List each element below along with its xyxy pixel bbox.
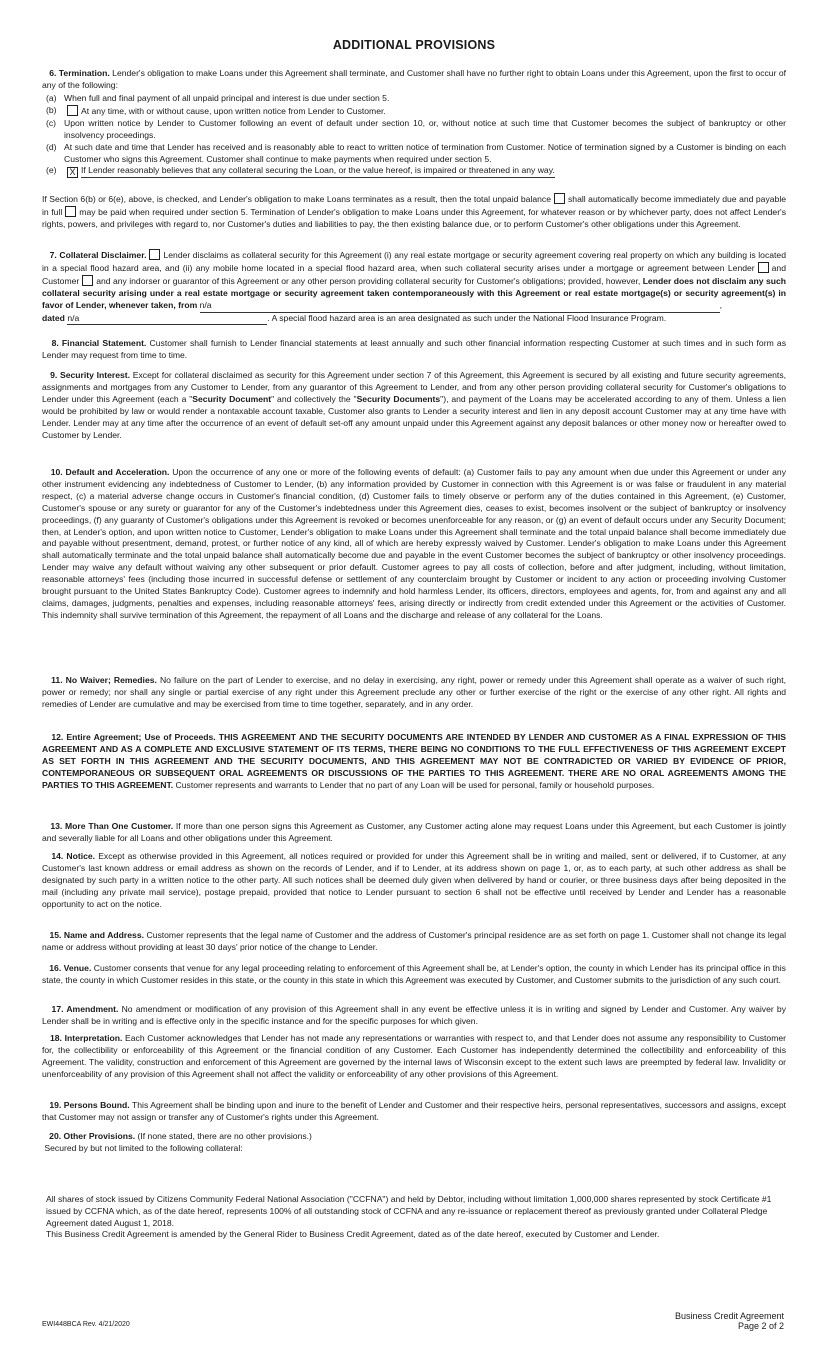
section-9: 9. Security Interest. Except for collateral disclaimed as security for this Agreement under section 7 of this Agreement, this Agreement is secured by all existing and future security agreements, assignments and mortgages from any Customer to Lender, from any guarantor of this Agreement to Lender, and from any other person providing collateral security for Customer's obligations to Lender under this Agreement (each a "Security Document" and collectively the "Security Documents"), and payment of the Loans may be accelerated according to any of them. Unless a lien would be prohibited by law or would render a nontaxable account taxable, Customer also grants to Lender a security interest and lien in any deposit account Customer may at any time have with Lender. Lender may at any time after the occurrence of an event of default set-off any amount unpaid under this Agreement against any deposit balances or other money now or hereafter owed to Customer by Lender. [42,370,787,440]
list-item: (a) When full and final payment of all unpaid principal and interest is due under section 5. [46,93,390,103]
section-6-heading: 6. Termination. [49,68,110,78]
section-8: 8. Financial Statement. Customer shall furnish to Lender financial statements at least annually and such other financial information respecting Customer at such times and in such form as Lender may request from time to time. [42,338,786,360]
collateral-disclaimer-checkbox[interactable] [149,249,160,260]
section-11: 11. No Waiver; Remedies. No failure on the part of Lender to exercise, and no delay in exercising, any right, power or remedy under this Agreement shall operate as a waiver of such right, power or remedy; nor shall any single or partial exercise of any right under this Agreement preclude any other or further exercise of the right or the exercise of any other right. All rights and remedies of Lender are cumulative and may be exercised from time to time together, separately, and in any order. [42,675,786,709]
section-15: 15. Name and Address. Customer represents that the legal name of Customer and the address of Customer's principal residence are as set forth on page 1. Customer shall not change its legal name or address without providing at least 30 days' prior notice of the change to Lender. [42,930,787,952]
section-16: 16. Venue. Customer consents that venue for any legal proceeding relating to enforcement of this Agreement shall be, at Lender's option, the county in which Lender has its principal office in this state, the county in which Customer resides in this state, or the county in this state in which this Agreement was executed by Customer, and Customer submits to the jurisdiction of any such court. [42,963,786,985]
list-item: (b) At any time, with or without cause, upon written notice from Lender to Customer. [46,104,386,116]
list-item: (d) At such date and time that Lender has received and is reasonably able to react to written notice of termination from Customer. Notice of termination signed by a Customer is binding on each Customer who signs this Agreement. Customer shall continue to make payments when required under section 5. [46,141,786,164]
section-18: 18. Interpretation. Each Customer acknowledges that Lender has not made any representations or warranties with respect to, and that Lender does not assume any responsibility to Customer for, the collectibility or enforceability of this Agreement or the financial condition of any Customer. Each Customer has independently determined the collectibility and enforceability of this Agreement. The validity, construction and enforcement of this Agreement are governed by the internal laws of Wisconsin except to the extent such laws are preempted by federal law. Invalidity or unenforceability of any provision of this Agreement shall not affect the validity or enforceability of any other provisions of this Agreement. [42,1033,787,1079]
page-title: ADDITIONAL PROVISIONS [332,38,496,52]
list-item: (c) Upon written notice by Lender to Customer following an event of default under section 10, or, without notice at such time that Customer becomes the subject of bankruptcy or other insolvency proceedings. [46,117,786,140]
dated-field[interactable]: n/a [67,313,267,326]
section-12: 12. Entire Agreement; Use of Proceeds. THIS AGREEMENT AND THE SECURITY DOCUMENTS ARE INTENDED BY LENDER AND CUSTOMER AS A FINAL EXPRESSION OF THIS AGREEMENT AND AS A COMPLETE AND EXCLUSIVE STATEMENT OF ITS TERMS, THERE BEING NO CONDITIONS TO THE FULL EFFECTIVENESS OF THIS AGREEMENT EXCEPT AS SET FORTH IN THIS AGREEMENT AND THE SECURITY DOCUMENTS, AND THIS AGREEMENT MAY NOT BE CONTRADICTED OR VARIED BY EVIDENCE OF PRIOR, CONTEMPORANEOUS OR SUBSEQUENT ORAL AGREEMENTS OR DISCUSSIONS OF THE PARTIES TO THIS AGREEMENT. THERE ARE NO ORAL AGREEMENTS AMONG THE PARTIES TO THIS AGREEMENT. Customer represents and warrants to Lender that no part of any Loan will be used for personal, family or household purposes. [42,732,786,790]
section-6-list [42,93,786,178]
from-field[interactable]: n/a [200,300,720,313]
termination-b-checkbox[interactable] [67,105,78,116]
section-20: 20. Other Provisions. (If none stated, there are no other provisions.) Secured by but not limited to the following collateral: [44,1131,312,1153]
rider-statement: This Business Credit Agreement is amended by the General Rider to Business Credit Agreement, dated as of the date hereof, executed by Customer and Lender. [46,1229,660,1239]
document-name: Business Credit Agreement [674,1311,784,1321]
section-19: 19. Persons Bound. This Agreement shall be binding upon and inure to the benefit of Lender and Customer and their respective heirs, personal representatives, successors and assigns, except that Customer may not assign or transfer any of Customer's rights under this Agreement. [42,1100,786,1122]
section-17: 17. Amendment. No amendment or modification of any provision of this Agreement shall in any event be effective unless it is in writing and signed by Lender and Customer. Any waiver by Lender shall be in writing and is effective only in the specific instance and for the specific purposes for which given. [42,1004,786,1026]
section-13: 13. More Than One Customer. If more than one person signs this Agreement as Customer, any Customer acting alone may request Loans under this Agreement, but each Customer is jointly and severally liable for all Loans and other obligations under this Agreement. [42,821,786,843]
section-10: 10. Default and Acceleration. Upon the occurrence of any one or more of the following events of default: (a) Customer fails to pay any amount when due under this Agreement or under any other instrument evidencing any indebtedness of Customer to Lender, (b) any information provided by Customer in connection with this Agreement is or was false or fraudulent in any material respect, (c) a material adverse change occurs in Customer's financial condition, (d) Customer fails to timely observe or perform any of the duties contained in this Agreement, (e) Customer, Customer's spouse or any surety or guarantor for any of the Customer's indebtedness under this Agreement dies, ceases to exist, becomes insolvent or the subject of bankruptcy or insolvency proceedings, (f) any guaranty of Customer's obligations under this Agreement is revoked or becomes unenforceable for any reason, or (g) an event of default occurs under any Security Document; then, at Lender's option, and upon written notice to Customer, Lender's obligation to make Loans under this Agreement shall terminate and the total unpaid balance shall become immediately due and payable without presentment, demand, protest, or further notice of any kind, all of which are hereby expressly waived by Customer. Lender's obligation to make Loans under this Agreement shall automatically terminate and the total unpaid balance shall automatically become due and payable in the event Customer becomes the subject of bankruptcy or other insolvency proceedings. Lender may waive any default without waiving any other subsequent or prior default. Customer agrees to pay all costs of collection, before and after judgment, including, without limitation, reasonable attorneys' fees (including those incurred in successful defense or settlement of any counterclaim brought by Customer or incident to any action or proceeding involving Customer brought pursuant to the United States Bankruptcy Code). Customer agrees to indemnify and hold harmless Lender, its officers, directors, employees and agents, for, from and against any and all claims, damages, judgments, penalties and expenses, including reasonable attorneys' fees, arising directly or indirectly from credit extended under this Agreement or the activities of Customer. This indemnity shall survive termination of this Agreement, the repayment of all Loans and the discharge and release of any collateral for the Loans. [42,467,786,620]
customer-checkbox[interactable] [82,275,93,286]
section-7: 7. Collateral Disclaimer. Lender disclaims as collateral security for this Agreement (i) any real estate mortgage or security agreement covering real property on which any building is located in a special flood hazard area, and (ii) any mobile home located in a special flood hazard area, when such collateral security arises under a mortgage or agreement between Lender and Customer and any indorser or guarantor of this Agreement or any other person providing collateral security for Customer's obligations; provided, however, Lender does not disclaim any such collateral security arising under a real estate mortgage or security agreement taken contemporaneously with this Agreement or real estate mortgage(s) or security agreement(s) in favor of Lender, whenever taken, from n/a , dated n/a . A special flood hazard area is an area designated as such under the National Flood Insurance Program. [42,249,786,325]
termination-e-checkbox[interactable]: X [67,167,78,178]
section-6-after: If Section 6(b) or 6(e), above, is checked, and Lender's obligation to make Loans terminates as a result, then the total unpaid balance shall automatically become immediately due and payable in full may be paid when required under section 5. Termination of Lender's obligation to make Loans under this Agreement, for whatever reason or by whichever party, does not affect Lender's rights, powers, and privileges with regard to, nor Customer's duties and liabilities to pay, the then existing balance due, or to perform Customer's other obligations under this Agreement. [42,194,787,229]
paid-when-required-checkbox[interactable] [65,206,76,217]
section-6-intro: 6. Termination. Lender's obligation to make Loans under this Agreement shall terminate, and Customer shall have no further right to obtain Loans under this Agreement, upon the first to occur of any of the following: [42,68,787,90]
footer-right [675,1311,784,1331]
form-number: EWI448BCA Rev. 4/21/2020 [42,1321,130,1328]
collateral-description: All shares of stock issued by Citizens Community Federal National Association ("CCFNA") and held by Debtor, including without limitation 1,000,000 shares represented by stock Certificate #1 issued by CCFNA which, as of the date hereof, represents 100% of all outstanding stock of CCFNA and any re-issuance or replacement thereof as previously granted under Collateral Pledge Agreement dated August 1, 2018. [46,1194,772,1228]
page-number: Page 2 of 2 [737,1321,784,1331]
lender-checkbox[interactable] [758,262,769,273]
balance-due-checkbox[interactable] [554,193,565,204]
section-14: 14. Notice. Except as otherwise provided in this Agreement, all notices required or provided for under this Agreement shall be in writing and mailed, sent or delivered, if to Customer, at any Customer's last known address or email address as shown on the records of Lender, and if to Lender, at its address shown on page 1, or, as to each party, at such other address as shall be designated by such party in a written notice to the other party. All such notices shall be deemed duly given when delivered by hand or courier, or three business days after being deposited in the mail (including any private mail service), postage prepaid, provided that notice to Lender pursuant to section 6 shall not be effective until received by Lender and Lender has a reasonable opportunity to act on the notice. [42,851,786,909]
list-item: (e) X If Lender reasonably believes that any collateral securing the Loan, or the value hereof, is impaired or threatened in any way. [46,165,555,178]
